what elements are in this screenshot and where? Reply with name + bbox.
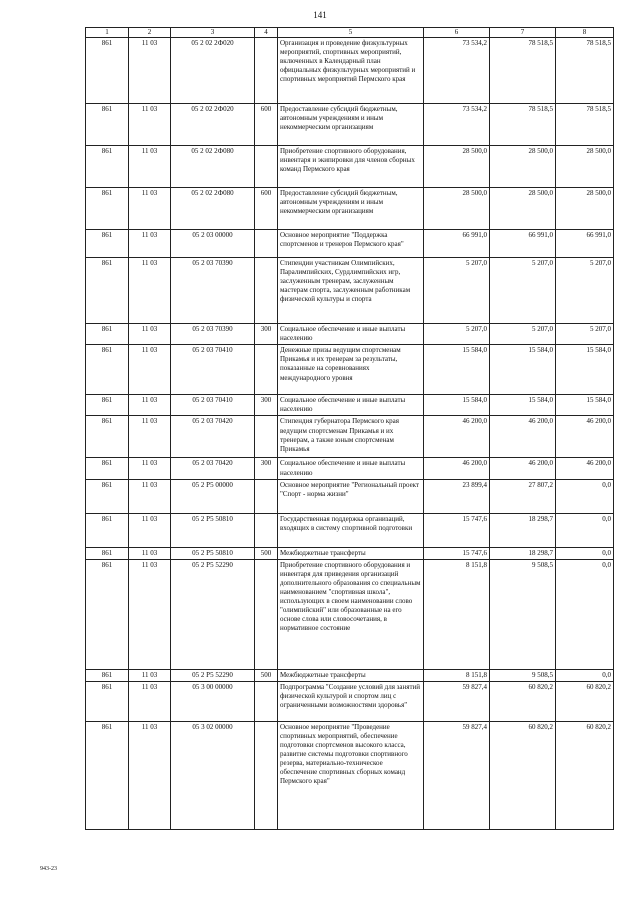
amount-year-1-cell: 15 584,0 (424, 395, 490, 416)
article-code-cell: 05 2 P5 52290 (171, 559, 255, 669)
amount-year-1-cell: 5 207,0 (424, 258, 490, 324)
budget-code-cell: 861 (86, 669, 129, 681)
expense-type-cell: 600 (255, 104, 278, 146)
amount-year-2-cell: 28 500,0 (490, 146, 556, 188)
amount-year-3-cell: 46 200,0 (556, 458, 614, 479)
expense-type-cell (255, 559, 278, 669)
budget-code-cell: 861 (86, 104, 129, 146)
article-code-cell: 05 2 P5 50810 (171, 513, 255, 547)
amount-year-3-cell: 78 518,5 (556, 104, 614, 146)
table-row (86, 559, 614, 669)
amount-year-3-cell: 28 500,0 (556, 188, 614, 230)
amount-year-1-cell: 46 200,0 (424, 458, 490, 479)
expense-type-cell (255, 681, 278, 721)
description-cell: Социальное обеспечение и иные выплаты населению (278, 324, 424, 345)
amount-year-2-cell: 27 807,2 (490, 479, 556, 513)
description-cell: Основное мероприятие "Поддержка спортсменов и тренеров Пермского края" (278, 230, 424, 258)
column-number: 1 (86, 28, 129, 38)
budget-code-cell: 861 (86, 416, 129, 458)
column-number: 3 (171, 28, 255, 38)
article-code-cell: 05 2 03 70410 (171, 395, 255, 416)
amount-year-2-cell: 78 518,5 (490, 104, 556, 146)
table-row (86, 188, 614, 230)
amount-year-1-cell: 28 500,0 (424, 188, 490, 230)
description-cell: Предоставление субсидий бюджетным, автономным учреждениям и иным некоммерческим организациям (278, 104, 424, 146)
budget-code-cell: 861 (86, 513, 129, 547)
table-row (86, 669, 614, 681)
description-cell: Социальное обеспечение и иные выплаты населению (278, 458, 424, 479)
section-code-cell: 11 03 (129, 681, 171, 721)
article-code-cell: 05 2 03 70410 (171, 345, 255, 395)
amount-year-2-cell: 46 200,0 (490, 458, 556, 479)
budget-table (85, 27, 614, 830)
expense-type-cell: 300 (255, 324, 278, 345)
table-row (86, 547, 614, 559)
expense-type-cell: 300 (255, 458, 278, 479)
budget-code-cell: 861 (86, 146, 129, 188)
article-code-cell: 05 2 03 70420 (171, 458, 255, 479)
description-cell: Социальное обеспечение и иные выплаты населению (278, 395, 424, 416)
table-row (86, 513, 614, 547)
article-code-cell: 05 2 03 00000 (171, 230, 255, 258)
article-code-cell: 05 2 02 2Ф020 (171, 104, 255, 146)
amount-year-3-cell: 0,0 (556, 559, 614, 669)
section-code-cell: 11 03 (129, 324, 171, 345)
expense-type-cell (255, 230, 278, 258)
amount-year-2-cell: 60 820,2 (490, 721, 556, 829)
column-number: 8 (556, 28, 614, 38)
page-number: 141 (313, 10, 327, 20)
article-code-cell: 05 3 02 00000 (171, 721, 255, 829)
column-number: 4 (255, 28, 278, 38)
amount-year-2-cell: 78 518,5 (490, 38, 556, 104)
amount-year-2-cell: 9 508,5 (490, 559, 556, 669)
article-code-cell: 05 2 02 2Ф080 (171, 188, 255, 230)
description-cell: Основное мероприятие "Региональный проект "Спорт - норма жизни" (278, 479, 424, 513)
table-row (86, 681, 614, 721)
table-row (86, 479, 614, 513)
budget-code-cell: 861 (86, 324, 129, 345)
amount-year-3-cell: 60 820,2 (556, 721, 614, 829)
description-cell: Подпрограмма "Создание условий для занятий физической культурой и спортом лиц с ограниченными возможностями здоровья" (278, 681, 424, 721)
description-cell: Основное мероприятие "Проведение спортивных мероприятий, обеспечение подготовки спортсменов высокого класса, развитие системы подготовки спортивного резерва, материально-техническое обеспечение спортивных сборных команд Пермского края" (278, 721, 424, 829)
description-cell: Организация и проведение физкультурных мероприятий, спортивных мероприятий, включенных в Календарный план официальных физкультурных мероприятий и спортивных мероприятий Пермского края (278, 38, 424, 104)
amount-year-1-cell: 46 200,0 (424, 416, 490, 458)
amount-year-2-cell: 18 298,7 (490, 513, 556, 547)
description-cell: Предоставление субсидий бюджетным, автономным учреждениям и иным некоммерческим организациям (278, 188, 424, 230)
article-code-cell: 05 2 03 70390 (171, 324, 255, 345)
article-code-cell: 05 2 03 70390 (171, 258, 255, 324)
budget-code-cell: 861 (86, 258, 129, 324)
budget-code-cell: 861 (86, 681, 129, 721)
expense-type-cell (255, 38, 278, 104)
description-cell: Приобретение спортивного оборудования и инвентаря для приведения организаций дополнительного образования со специальным наименованием "спортивная школа", использующих в своем наименовании слово "олимпийский" или образованные на его основе слова или словосочетания, в нормативное состояние (278, 559, 424, 669)
amount-year-3-cell: 0,0 (556, 513, 614, 547)
amount-year-1-cell: 8 151,8 (424, 669, 490, 681)
amount-year-2-cell: 5 207,0 (490, 258, 556, 324)
amount-year-1-cell: 66 991,0 (424, 230, 490, 258)
amount-year-1-cell: 59 827,4 (424, 721, 490, 829)
description-cell: Приобретение спортивного оборудования, инвентаря и экипировки для членов сборных команд Пермского края (278, 146, 424, 188)
amount-year-2-cell: 60 820,2 (490, 681, 556, 721)
article-code-cell: 05 2 02 2Ф020 (171, 38, 255, 104)
section-code-cell: 11 03 (129, 721, 171, 829)
expense-type-cell: 500 (255, 547, 278, 559)
section-code-cell: 11 03 (129, 146, 171, 188)
amount-year-1-cell: 28 500,0 (424, 146, 490, 188)
budget-code-cell: 861 (86, 345, 129, 395)
section-code-cell: 11 03 (129, 479, 171, 513)
amount-year-2-cell: 18 298,7 (490, 547, 556, 559)
expense-type-cell: 300 (255, 395, 278, 416)
expense-type-cell: 600 (255, 188, 278, 230)
table-row (86, 345, 614, 395)
section-code-cell: 11 03 (129, 258, 171, 324)
document-code: 943-23 (40, 866, 57, 872)
article-code-cell: 05 2 P5 50810 (171, 547, 255, 559)
column-number: 6 (424, 28, 490, 38)
table-row (86, 324, 614, 345)
section-code-cell: 11 03 (129, 345, 171, 395)
amount-year-1-cell: 73 534,2 (424, 104, 490, 146)
section-code-cell: 11 03 (129, 104, 171, 146)
budget-code-cell: 861 (86, 721, 129, 829)
expense-type-cell (255, 479, 278, 513)
expense-type-cell (255, 146, 278, 188)
budget-code-cell: 861 (86, 559, 129, 669)
amount-year-1-cell: 15 584,0 (424, 345, 490, 395)
budget-code-cell: 861 (86, 547, 129, 559)
table-row (86, 146, 614, 188)
amount-year-2-cell: 15 584,0 (490, 345, 556, 395)
expense-type-cell (255, 513, 278, 547)
amount-year-2-cell: 66 991,0 (490, 230, 556, 258)
description-cell: Межбюджетные трансферты (278, 669, 424, 681)
amount-year-3-cell: 5 207,0 (556, 324, 614, 345)
amount-year-1-cell: 8 151,8 (424, 559, 490, 669)
amount-year-1-cell: 73 534,2 (424, 38, 490, 104)
budget-code-cell: 861 (86, 38, 129, 104)
column-number: 7 (490, 28, 556, 38)
amount-year-3-cell: 15 584,0 (556, 345, 614, 395)
amount-year-3-cell: 0,0 (556, 479, 614, 513)
amount-year-1-cell: 15 747,6 (424, 547, 490, 559)
amount-year-1-cell: 15 747,6 (424, 513, 490, 547)
section-code-cell: 11 03 (129, 395, 171, 416)
table-row (86, 458, 614, 479)
amount-year-1-cell: 5 207,0 (424, 324, 490, 345)
column-number-row (86, 28, 614, 38)
amount-year-3-cell: 0,0 (556, 669, 614, 681)
table-row (86, 721, 614, 829)
amount-year-1-cell: 23 899,4 (424, 479, 490, 513)
amount-year-3-cell: 66 991,0 (556, 230, 614, 258)
article-code-cell: 05 2 02 2Ф080 (171, 146, 255, 188)
amount-year-2-cell: 15 584,0 (490, 395, 556, 416)
budget-code-cell: 861 (86, 458, 129, 479)
column-number: 2 (129, 28, 171, 38)
section-code-cell: 11 03 (129, 458, 171, 479)
budget-code-cell: 861 (86, 188, 129, 230)
expense-type-cell (255, 721, 278, 829)
section-code-cell: 11 03 (129, 559, 171, 669)
article-code-cell: 05 2 P5 52290 (171, 669, 255, 681)
table-row (86, 395, 614, 416)
amount-year-3-cell: 46 200,0 (556, 416, 614, 458)
amount-year-3-cell: 78 518,5 (556, 38, 614, 104)
section-code-cell: 11 03 (129, 513, 171, 547)
description-cell: Межбюджетные трансферты (278, 547, 424, 559)
budget-code-cell: 861 (86, 395, 129, 416)
article-code-cell: 05 3 00 00000 (171, 681, 255, 721)
section-code-cell: 11 03 (129, 230, 171, 258)
article-code-cell: 05 2 P5 00000 (171, 479, 255, 513)
column-number: 5 (278, 28, 424, 38)
amount-year-3-cell: 5 207,0 (556, 258, 614, 324)
expense-type-cell (255, 345, 278, 395)
table-row (86, 104, 614, 146)
amount-year-3-cell: 60 820,2 (556, 681, 614, 721)
table-row (86, 38, 614, 104)
amount-year-2-cell: 9 508,5 (490, 669, 556, 681)
section-code-cell: 11 03 (129, 669, 171, 681)
budget-code-cell: 861 (86, 479, 129, 513)
table-row (86, 258, 614, 324)
description-cell: Стипендии участникам Олимпийских, Паралимпийских, Сурдлимпийских игр, заслуженным тренерам, заслуженным мастерам спорта, заслуженным работникам физической культуры и спорта (278, 258, 424, 324)
expense-type-cell (255, 258, 278, 324)
budget-code-cell: 861 (86, 230, 129, 258)
description-cell: Денежные призы ведущим спортсменам Прикамья и их тренерам за результаты, показанные на соревнованиях международного уровня (278, 345, 424, 395)
amount-year-2-cell: 28 500,0 (490, 188, 556, 230)
table-row (86, 416, 614, 458)
amount-year-2-cell: 5 207,0 (490, 324, 556, 345)
amount-year-2-cell: 46 200,0 (490, 416, 556, 458)
expense-type-cell: 500 (255, 669, 278, 681)
section-code-cell: 11 03 (129, 38, 171, 104)
amount-year-3-cell: 28 500,0 (556, 146, 614, 188)
section-code-cell: 11 03 (129, 416, 171, 458)
section-code-cell: 11 03 (129, 547, 171, 559)
amount-year-3-cell: 15 584,0 (556, 395, 614, 416)
description-cell: Стипендия губернатора Пермского края ведущим спортсменам Прикамья и их тренерам, а также юным спортсменам Прикамья (278, 416, 424, 458)
amount-year-1-cell: 59 827,4 (424, 681, 490, 721)
table-row (86, 230, 614, 258)
article-code-cell: 05 2 03 70420 (171, 416, 255, 458)
section-code-cell: 11 03 (129, 188, 171, 230)
expense-type-cell (255, 416, 278, 458)
amount-year-3-cell: 0,0 (556, 547, 614, 559)
description-cell: Государственная поддержка организаций, входящих в систему спортивной подготовки (278, 513, 424, 547)
